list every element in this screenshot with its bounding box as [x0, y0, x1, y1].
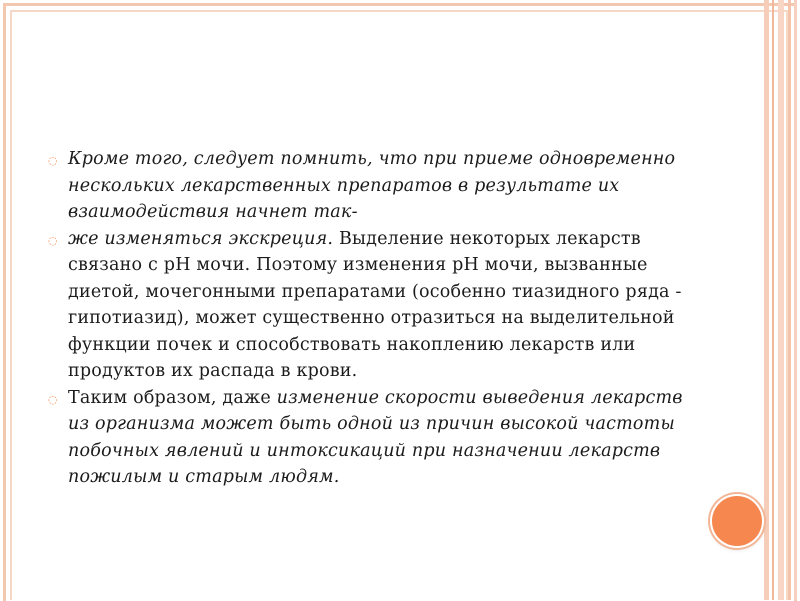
ring-bullet-icon: ◌: [48, 392, 58, 406]
paragraph-text: Кроме того, следует помнить, что при приеме одновременно нескольких лекарственных препаратов в результате их взаимодействия начнет так-: [68, 149, 676, 222]
accent-circle: [712, 496, 762, 546]
decorative-stripe: [772, 0, 774, 600]
paragraph-text-italic: же изменяться экскреция.: [68, 228, 334, 249]
decorative-stripe: [788, 0, 791, 600]
list-item: [46, 385, 686, 491]
paragraph-text-italic: изменение скорости выведения лекарств из организма может быть одной из причин высокой частоты побочных явлений и интоксикаций при назначении лекарств пожилым и старым людям.: [68, 387, 683, 487]
decorative-stripe: [778, 0, 784, 600]
decorative-stripe: [794, 0, 797, 600]
list-item: [46, 226, 686, 385]
paragraph-text: Таким образом, даже: [68, 387, 277, 408]
decorative-stripe: [764, 0, 769, 600]
ring-bullet-icon: ◌: [48, 154, 58, 167]
ring-bullet-icon: ◌: [48, 233, 58, 247]
list-item: [46, 146, 686, 226]
slide-body: [46, 146, 686, 491]
bullet-list: [46, 146, 686, 491]
paragraph-text: Выделение некоторых лекарств связано с pH мочи. Поэтому изменения pH мочи, вызванные диетой, мочегонными препаратами (особенно тиазидного ряда - гипотиазид), может существенно отразиться на выделительной функции почек и способствовать накоплению лекарств или продуктов их распада в крови.: [68, 228, 682, 381]
